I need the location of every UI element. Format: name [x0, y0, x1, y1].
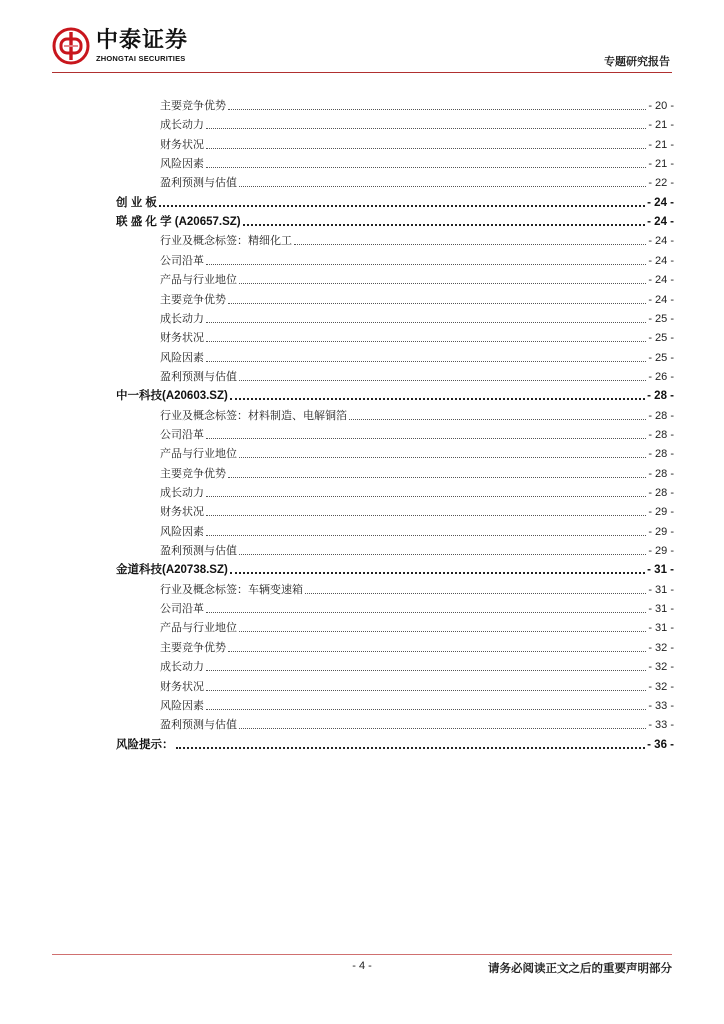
toc-leader-dots [206, 689, 646, 691]
toc-entry-title: 财务状况 [160, 505, 204, 519]
toc-section-entry[interactable] [116, 194, 674, 210]
toc-entry-page: - 33 - [648, 719, 674, 732]
toc-leader-dots [239, 282, 646, 284]
toc-entry-page: - 32 - [648, 641, 674, 654]
toc-entry-page: - 25 - [648, 351, 674, 364]
report-type: 专题研究报告 [604, 55, 670, 68]
toc-entry-page: - 24 - [648, 235, 674, 248]
toc-leader-dots [349, 418, 646, 420]
toc-entry-title: 产品与行业地位 [160, 447, 237, 461]
page-number: - 4 - [352, 960, 372, 972]
toc-entry-page: - 24 - [647, 196, 674, 209]
toc-entry-title: 中一科技(A20603.SZ) [116, 390, 228, 403]
toc-leader-dots [206, 708, 646, 710]
toc-entry-page: - 31 - [648, 603, 674, 616]
toc-section-entry[interactable] [116, 387, 674, 403]
toc-entry-title: 产品与行业地位 [160, 621, 237, 635]
toc-subsection-entry[interactable] [160, 426, 674, 442]
toc-entry-page: - 28 - [648, 448, 674, 461]
toc-entry-title: 盈利预测与估值 [160, 544, 237, 558]
toc-leader-dots [230, 571, 645, 574]
toc-leader-dots [239, 630, 646, 632]
toc-leader-dots [206, 534, 646, 536]
toc-entry-title: 盈利预测与估值 [160, 176, 237, 190]
toc-entry-title: 成长动力 [160, 486, 204, 499]
toc-entry-page: - 29 - [648, 545, 674, 558]
toc-entry-page: - 22 - [648, 177, 674, 190]
toc-leader-dots [206, 669, 646, 671]
toc-subsection-entry[interactable] [160, 349, 674, 365]
toc-subsection-entry[interactable] [160, 542, 674, 558]
toc-subsection-entry[interactable] [160, 310, 674, 326]
toc-entry-page: - 31 - [648, 622, 674, 635]
toc-entry-page: - 32 - [648, 680, 674, 693]
toc-subsection-entry[interactable] [160, 639, 674, 655]
toc-entry-title: 财务状况 [160, 679, 204, 693]
toc-leader-dots [239, 185, 646, 187]
toc-leader-dots [206, 360, 646, 362]
toc-entry-title: 风险提示： [116, 738, 174, 751]
toc-entry-page: - 28 - [648, 487, 674, 499]
company-logo [52, 27, 188, 65]
header-divider [52, 72, 672, 73]
toc-entry-title: 公司沿革 [160, 253, 204, 267]
toc-entry-title: 行业及概念标签：车辆变速箱 [160, 582, 303, 596]
toc-leader-dots [239, 727, 646, 729]
toc-entry-page: - 25 - [648, 312, 674, 325]
toc-entry-title: 盈利预测与估值 [160, 369, 237, 383]
toc-leader-dots [206, 147, 646, 149]
toc-entry-title: 成长动力 [160, 118, 204, 132]
toc-entry-page: - 32 - [648, 661, 674, 674]
toc-entry-title: 公司沿革 [160, 427, 204, 441]
toc-subsection-entry[interactable] [160, 503, 674, 519]
brand-name-en: ZHONGTAI SECURITIES [96, 54, 186, 63]
toc-entry-page: - 31 - [647, 564, 674, 577]
toc-entry-page: - 26 - [648, 370, 674, 383]
toc-leader-dots [176, 746, 646, 749]
page-header [0, 0, 724, 82]
toc-subsection-entry[interactable] [160, 368, 674, 384]
toc-entry-page: - 24 - [648, 274, 674, 287]
toc-subsection-entry[interactable] [160, 716, 674, 732]
toc-subsection-entry[interactable] [160, 291, 674, 307]
toc-entry-title: 风险因素 [160, 350, 204, 364]
toc-section-entry[interactable] [116, 736, 674, 752]
toc-leader-dots [228, 650, 646, 652]
toc-entry-page: - 29 - [648, 506, 674, 519]
toc-subsection-entry[interactable] [160, 97, 674, 113]
toc-subsection-entry[interactable] [160, 484, 674, 500]
toc-entry-page: - 36 - [647, 738, 674, 751]
toc-entry-page: - 24 - [648, 254, 674, 267]
toc-leader-dots [305, 592, 646, 594]
toc-entry-page: - 20 - [648, 100, 674, 112]
toc-entry-page: - 28 - [647, 390, 674, 403]
toc-entry-title: 联 盛 化 学 (A20657.SZ) [116, 216, 241, 229]
toc-entry-title: 财务状况 [160, 137, 204, 151]
toc-subsection-entry[interactable] [160, 619, 674, 635]
toc-entry-page: - 25 - [648, 332, 674, 345]
toc-entry-title: 金道科技(A20738.SZ) [116, 564, 228, 577]
toc-subsection-entry[interactable] [160, 174, 674, 190]
toc-entry-page: - 29 - [648, 525, 674, 538]
toc-entry-page: - 31 - [648, 583, 674, 596]
toc-subsection-entry[interactable] [160, 697, 674, 713]
brand-name-cn: 中泰证券 [96, 28, 189, 53]
toc-leader-dots [239, 553, 646, 555]
toc-leader-dots [228, 302, 646, 304]
toc-entry-title: 主要竞争优势 [160, 292, 226, 306]
toc-leader-dots [239, 456, 646, 458]
toc-leader-dots [243, 223, 646, 226]
toc-leader-dots [206, 263, 646, 265]
toc-leader-dots [206, 611, 646, 613]
toc-subsection-entry[interactable] [160, 271, 674, 287]
toc-subsection-entry[interactable] [160, 600, 674, 616]
toc-leader-dots [206, 340, 646, 342]
toc-entry-title: 主要竞争优势 [160, 640, 226, 654]
toc-subsection-entry[interactable] [160, 136, 674, 152]
toc-entry-title: 主要竞争优势 [160, 466, 226, 480]
toc-entry-page: - 21 - [648, 138, 674, 151]
toc-subsection-entry[interactable] [160, 581, 674, 597]
toc-entry-page: - 28 - [648, 409, 674, 422]
toc-entry-title: 行业及概念标签：材料制造、电解铜箔 [160, 408, 347, 422]
toc-entry-page: - 28 - [648, 467, 674, 480]
disclaimer: 请务必阅读正文之后的重要声明部分 [488, 961, 672, 975]
toc-subsection-entry[interactable] [160, 155, 674, 171]
toc-subsection-entry[interactable] [160, 116, 674, 132]
toc-leader-dots [206, 495, 646, 497]
toc-leader-dots [206, 321, 646, 323]
toc-entry-title: 风险因素 [160, 157, 204, 171]
toc-leader-dots [206, 166, 646, 168]
toc-subsection-entry[interactable] [160, 407, 674, 423]
toc-leader-dots [230, 397, 645, 400]
toc-leader-dots [206, 514, 646, 516]
toc-entry-title: 产品与行业地位 [160, 273, 237, 287]
toc-subsection-entry[interactable] [160, 523, 674, 539]
toc-entry-title: 风险因素 [160, 698, 204, 712]
toc-section-entry[interactable] [116, 561, 674, 577]
toc-entry-title: 创 业 板 [116, 196, 157, 209]
toc-entry-title: 成长动力 [160, 311, 204, 325]
toc-entry-title: 主要竞争优势 [160, 99, 226, 112]
toc-leader-dots [159, 204, 645, 207]
toc-entry-page: - 24 - [648, 293, 674, 306]
toc-subsection-entry[interactable] [160, 232, 674, 248]
toc-subsection-entry[interactable] [160, 465, 674, 481]
toc-subsection-entry[interactable] [160, 658, 674, 674]
toc-entry-page: - 28 - [648, 428, 674, 441]
toc-leader-dots [294, 243, 646, 245]
toc-subsection-entry[interactable] [160, 252, 674, 268]
zhongtai-logo-icon [52, 27, 90, 65]
toc-section-entry[interactable] [116, 213, 674, 229]
toc-entry-page: - 21 - [648, 119, 674, 132]
toc-entry-page: - 24 - [647, 216, 674, 229]
toc-leader-dots [239, 379, 646, 381]
footer-divider [52, 954, 672, 955]
toc-subsection-entry[interactable] [160, 329, 674, 345]
toc-leader-dots [206, 437, 646, 439]
toc-leader-dots [228, 108, 646, 110]
toc-entry-title: 公司沿革 [160, 602, 204, 616]
toc-leader-dots [206, 127, 646, 129]
toc-entry-title: 财务状况 [160, 331, 204, 345]
toc-entry-title: 风险因素 [160, 524, 204, 538]
toc-subsection-entry[interactable] [160, 678, 674, 694]
toc-subsection-entry[interactable] [160, 445, 674, 461]
toc-entry-page: - 33 - [648, 699, 674, 712]
toc-leader-dots [228, 476, 646, 478]
toc-entry-page: - 21 - [648, 158, 674, 171]
toc-entry-title: 成长动力 [160, 660, 204, 674]
toc-entry-title: 行业及概念标签：精细化工 [160, 234, 292, 248]
toc-entry-title: 盈利预测与估值 [160, 718, 237, 732]
